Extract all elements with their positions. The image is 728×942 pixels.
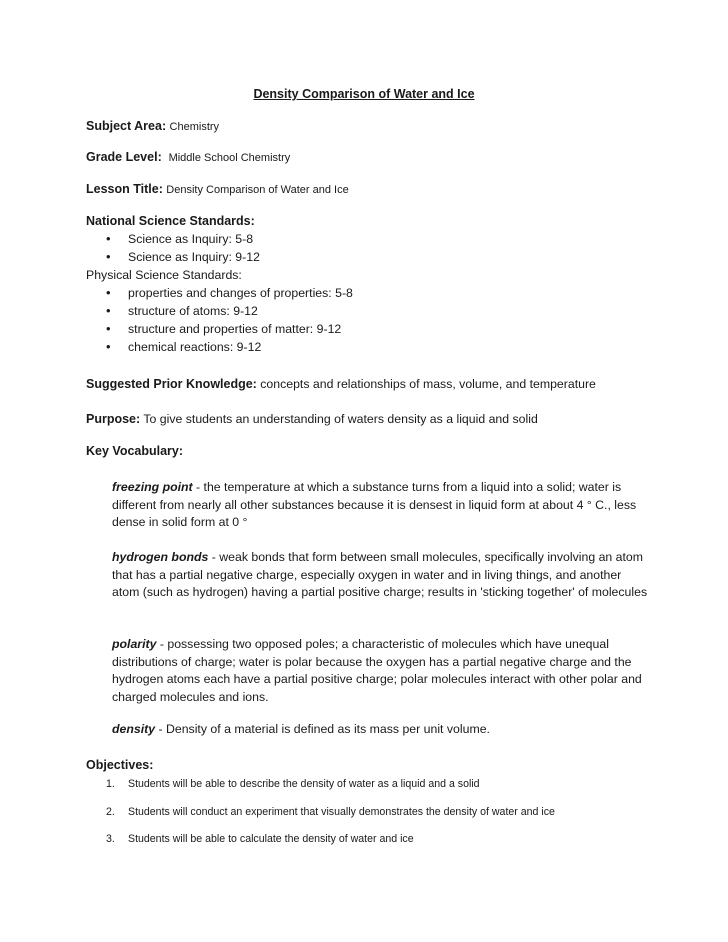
vocab-term: hydrogen bonds <box>112 550 209 564</box>
lesson-title <box>86 182 349 196</box>
subject-area-value: Chemistry <box>169 121 220 133</box>
subject-area-label: Subject Area: <box>86 119 167 133</box>
subject-area <box>86 119 219 133</box>
objectives <box>86 758 555 860</box>
objective-item <box>86 805 555 833</box>
purpose-value: To give students an understanding of waters density as a liquid and solid <box>143 412 538 426</box>
standard-item: • chemical reactions: 9-12 <box>86 338 353 356</box>
standard-item: • Science as Inquiry: 9-12 <box>86 248 353 266</box>
lesson-title-label: Lesson Title: <box>86 182 163 196</box>
objective-number: 2. <box>106 805 115 818</box>
vocab-term: freezing point <box>112 480 193 494</box>
prior-knowledge-label: Suggested Prior Knowledge: <box>86 377 257 391</box>
vocab-freezing-point <box>112 479 650 532</box>
grade-level-value: Middle School Chemistry <box>168 152 291 164</box>
key-vocabulary-heading-text: Key Vocabulary: <box>86 444 184 458</box>
standard-item: • properties and changes of properties: 5-8 <box>86 284 353 302</box>
vocab-polarity <box>112 636 650 706</box>
document-title: Density Comparison of Water and Ice <box>253 87 475 101</box>
vocab-term: polarity <box>112 637 157 651</box>
prior-knowledge <box>86 377 596 391</box>
key-vocabulary-heading <box>86 444 183 458</box>
purpose-label: Purpose: <box>86 412 141 426</box>
standard-item: • Science as Inquiry: 5-8 <box>86 230 353 248</box>
objective-number: 3. <box>106 833 115 845</box>
vocab-hydrogen-bonds <box>112 549 650 602</box>
objective-text: Students will conduct an experiment that visually demonstrates the density of water and ice <box>128 805 555 818</box>
standard-item: • structure and properties of matter: 9-12 <box>86 320 353 338</box>
objective-item <box>86 777 555 805</box>
national-standards <box>86 214 353 356</box>
lesson-title-value: Density Comparison of Water and Ice <box>166 184 349 196</box>
standard-item: • structure of atoms: 9-12 <box>86 302 353 320</box>
vocab-definition: - Density of a material is defined as its mass per unit volume. <box>155 722 490 736</box>
vocab-definition: - possessing two opposed poles; a characteristic of molecules which have unequal distributions of charge; water is polar because the oxygen has a partial negative charge and the hydrogen atoms each have a partial positive charge; polar molecules interact with other polar and charged molecules and ions. <box>112 637 642 704</box>
national-standards-heading: National Science Standards: <box>86 214 255 228</box>
grade-level <box>86 150 290 164</box>
prior-knowledge-value: concepts and relationships of mass, volume, and temperature <box>260 377 596 391</box>
vocab-definition: - the temperature at which a substance turns from a liquid into a solid; water is different from nearly all other substances because it is densest in liquid form at about 4 ° C., less dense in solid form at 0 ° <box>112 480 637 530</box>
objectives-heading: Objectives: <box>86 758 154 772</box>
objective-text: Students will be able to calculate the density of water and ice <box>128 833 414 845</box>
physical-standards-heading: Physical Science Standards: <box>86 268 242 282</box>
vocab-definition: - weak bonds that form between small molecules, specifically involving an atom that has a partial negative charge, especially oxygen in water and in living things, and another atom (such as hydrogen) having a partial positive charge; results in 'sticking together' of molecules <box>112 550 648 600</box>
objective-number: 1. <box>106 778 115 790</box>
objective-item <box>86 832 555 860</box>
grade-level-label: Grade Level: <box>86 150 162 164</box>
purpose <box>86 412 538 426</box>
vocab-term: density <box>112 722 156 736</box>
vocab-density <box>112 721 650 739</box>
objective-text: Students will be able to describe the density of water as a liquid and a solid <box>128 778 480 790</box>
